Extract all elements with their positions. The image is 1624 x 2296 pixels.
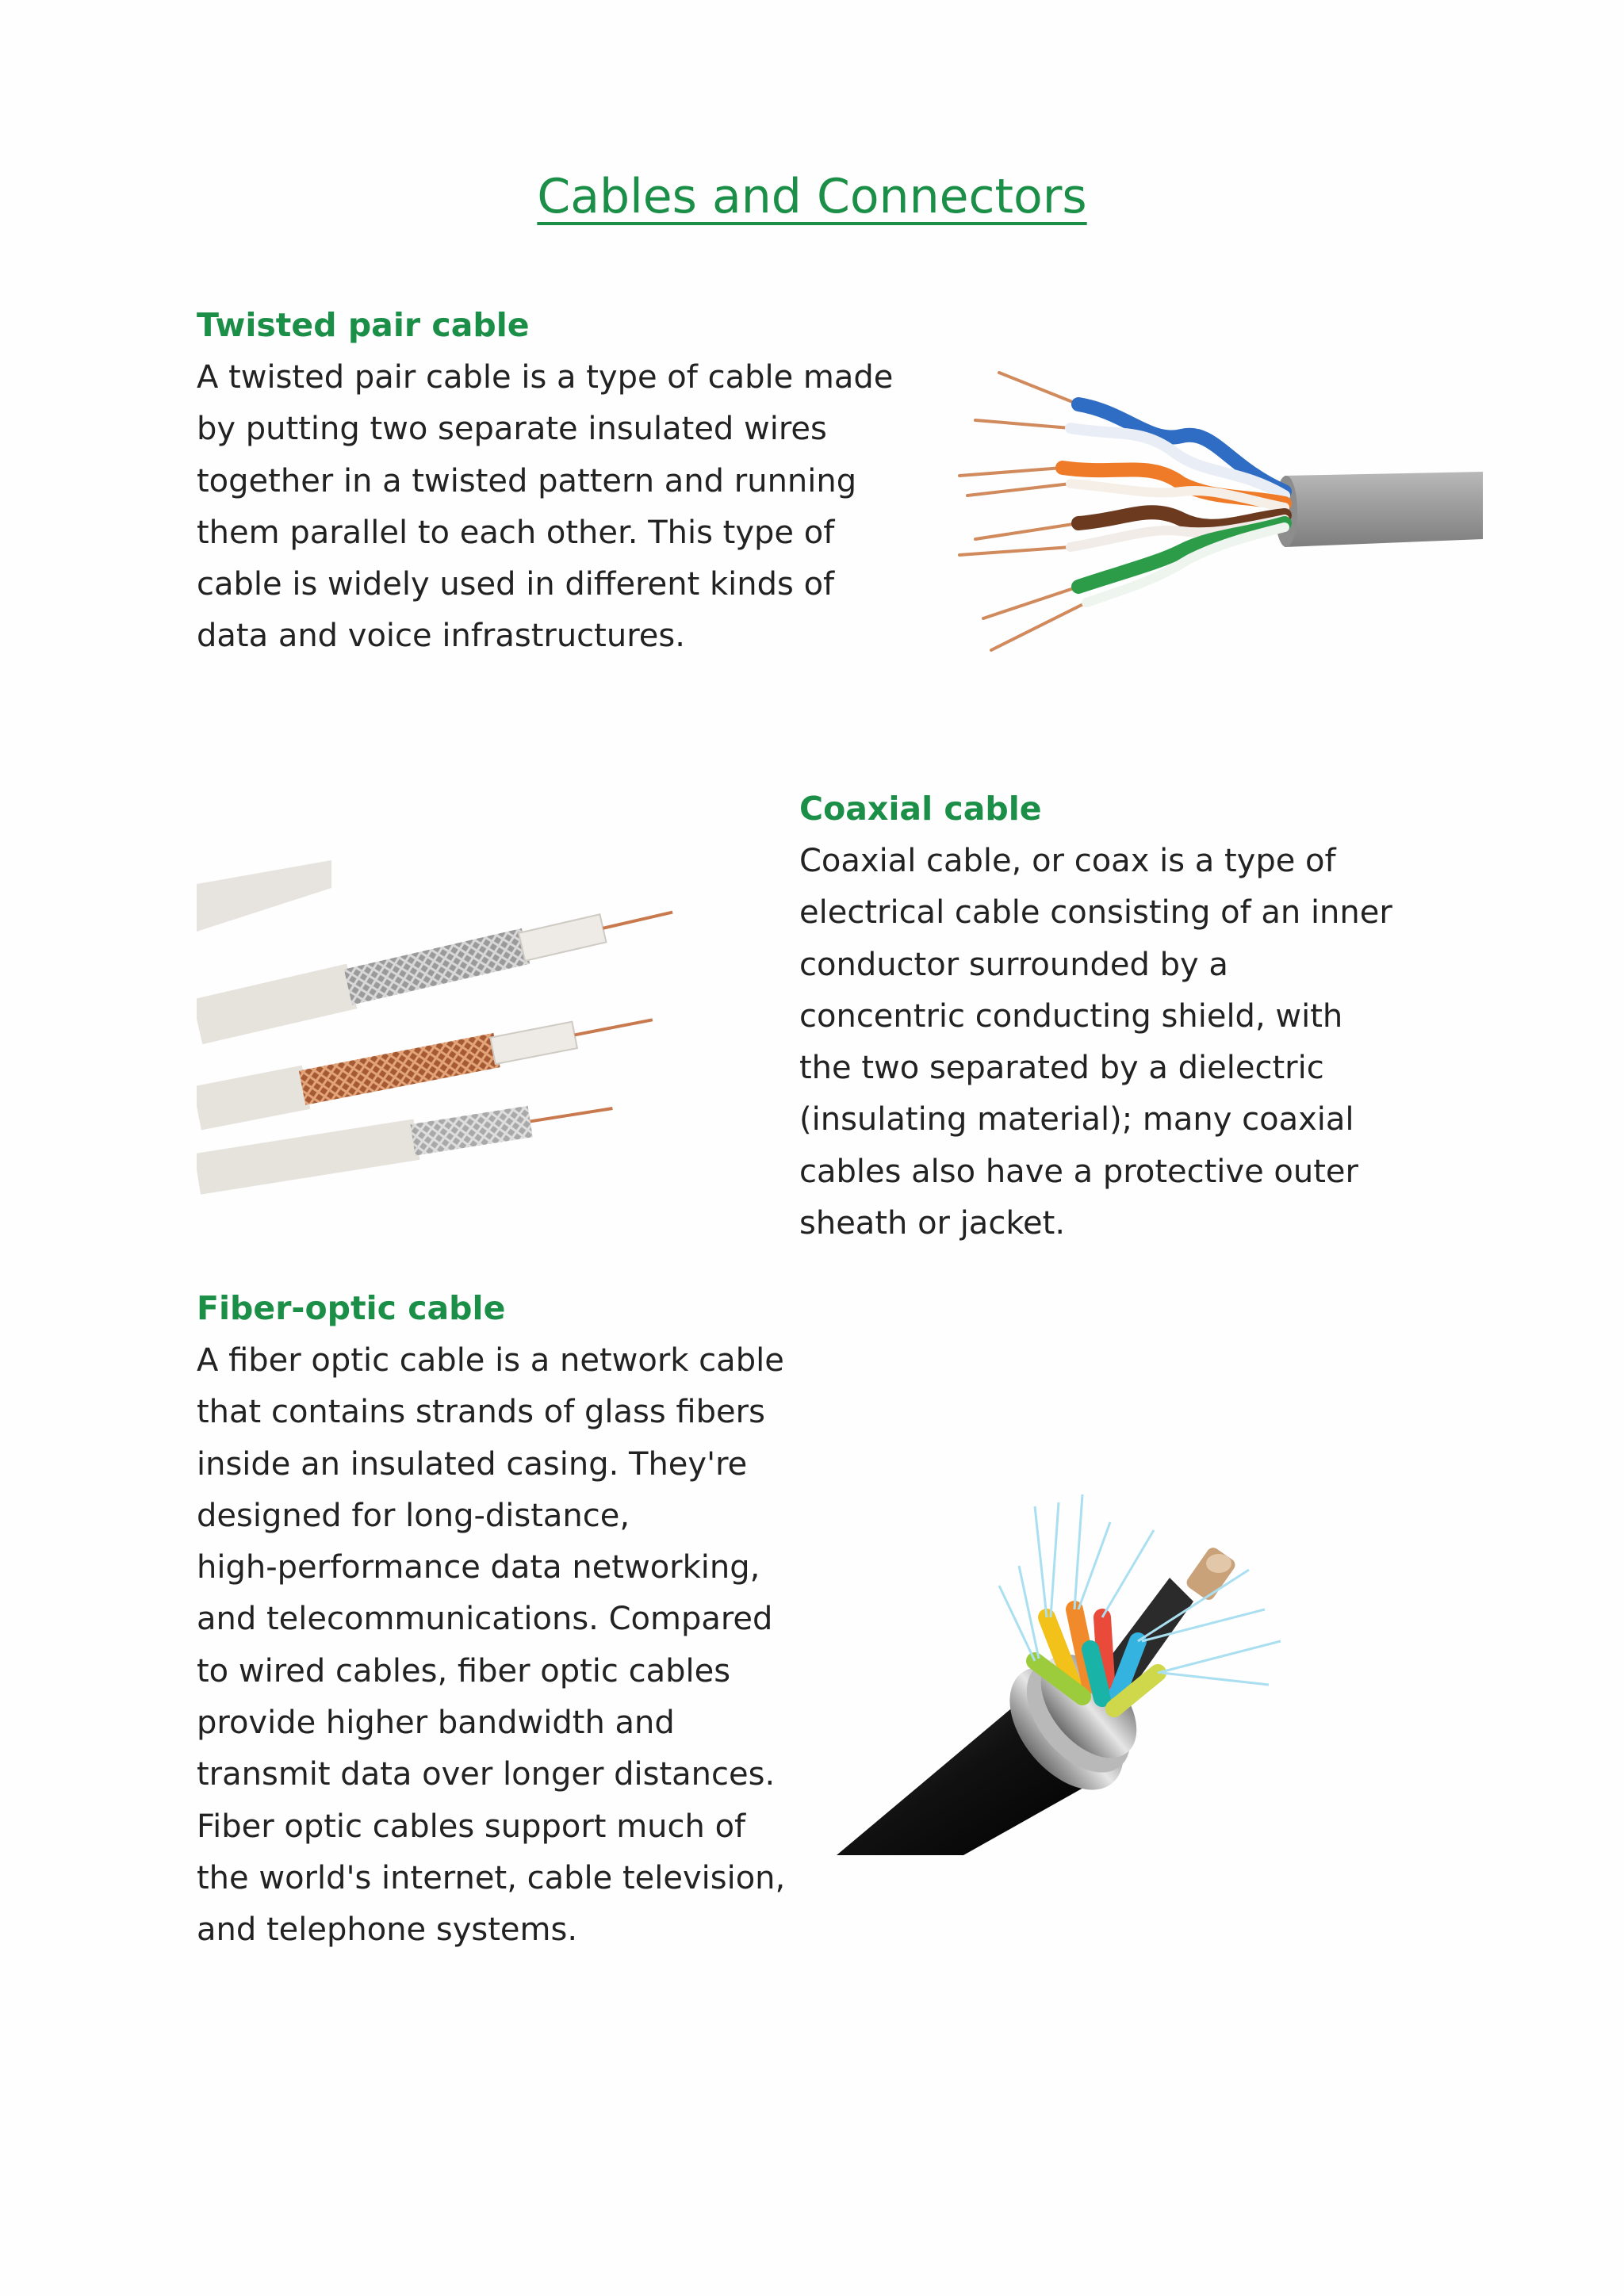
body-line: cable is widely used in different kinds of <box>197 566 835 603</box>
body-line: high-performance data networking, <box>197 1549 760 1586</box>
body-line: together in a twisted pattern and running <box>197 462 857 499</box>
body-line: data and voice infrastructures. <box>197 618 685 655</box>
body-line: A fiber optic cable is a network cable <box>197 1342 784 1379</box>
fiber-optic-cable-image <box>837 1490 1312 1855</box>
body-line: the world's internet, cable television, <box>197 1859 786 1896</box>
coaxial-description <box>799 836 1392 1249</box>
body-line: Fiber optic cables support much of <box>197 1808 746 1845</box>
body-line: sheath or jacket. <box>799 1205 1066 1242</box>
twisted-pair-cable-image <box>944 357 1483 674</box>
body-line: concentric conducting shield, with <box>799 997 1343 1035</box>
body-line: designed for long-distance, <box>197 1497 630 1534</box>
twisted-pair-description <box>197 352 893 663</box>
body-line: and telecommunications. Compared <box>197 1601 773 1638</box>
fiber-optic-description <box>197 1335 785 1957</box>
body-line: inside an insulated casing. They're <box>197 1445 748 1483</box>
body-line: electrical cable consisting of an inner <box>799 894 1392 932</box>
body-line: provide higher bandwidth and <box>197 1705 675 1742</box>
body-line: conductor surrounded by a <box>799 946 1228 983</box>
body-line: the two separated by a dielectric <box>799 1050 1324 1087</box>
coaxial-cable-image <box>197 860 704 1197</box>
fiber-optic-heading: Fiber-optic cable <box>197 1289 506 1327</box>
body-line: and telephone systems. <box>197 1911 578 1949</box>
body-line: them parallel to each other. This type of <box>197 514 835 551</box>
body-line: by putting two separate insulated wires <box>197 411 827 448</box>
body-line: Coaxial cable, or coax is a type of <box>799 843 1336 879</box>
coaxial-heading: Coaxial cable <box>799 790 1042 828</box>
body-line: (insulating material); many coaxial <box>799 1101 1354 1138</box>
body-line: A twisted pair cable is a type of cable made <box>197 359 894 396</box>
body-line: transmit data over longer distances. <box>197 1756 776 1793</box>
body-line: cables also have a protective outer <box>799 1153 1358 1190</box>
body-line: that contains strands of glass fibers <box>197 1394 765 1431</box>
page-title: Cables and Connectors <box>537 169 1087 224</box>
twisted-pair-heading: Twisted pair cable <box>197 306 530 344</box>
body-line: to wired cables, fiber optic cables <box>197 1652 731 1689</box>
